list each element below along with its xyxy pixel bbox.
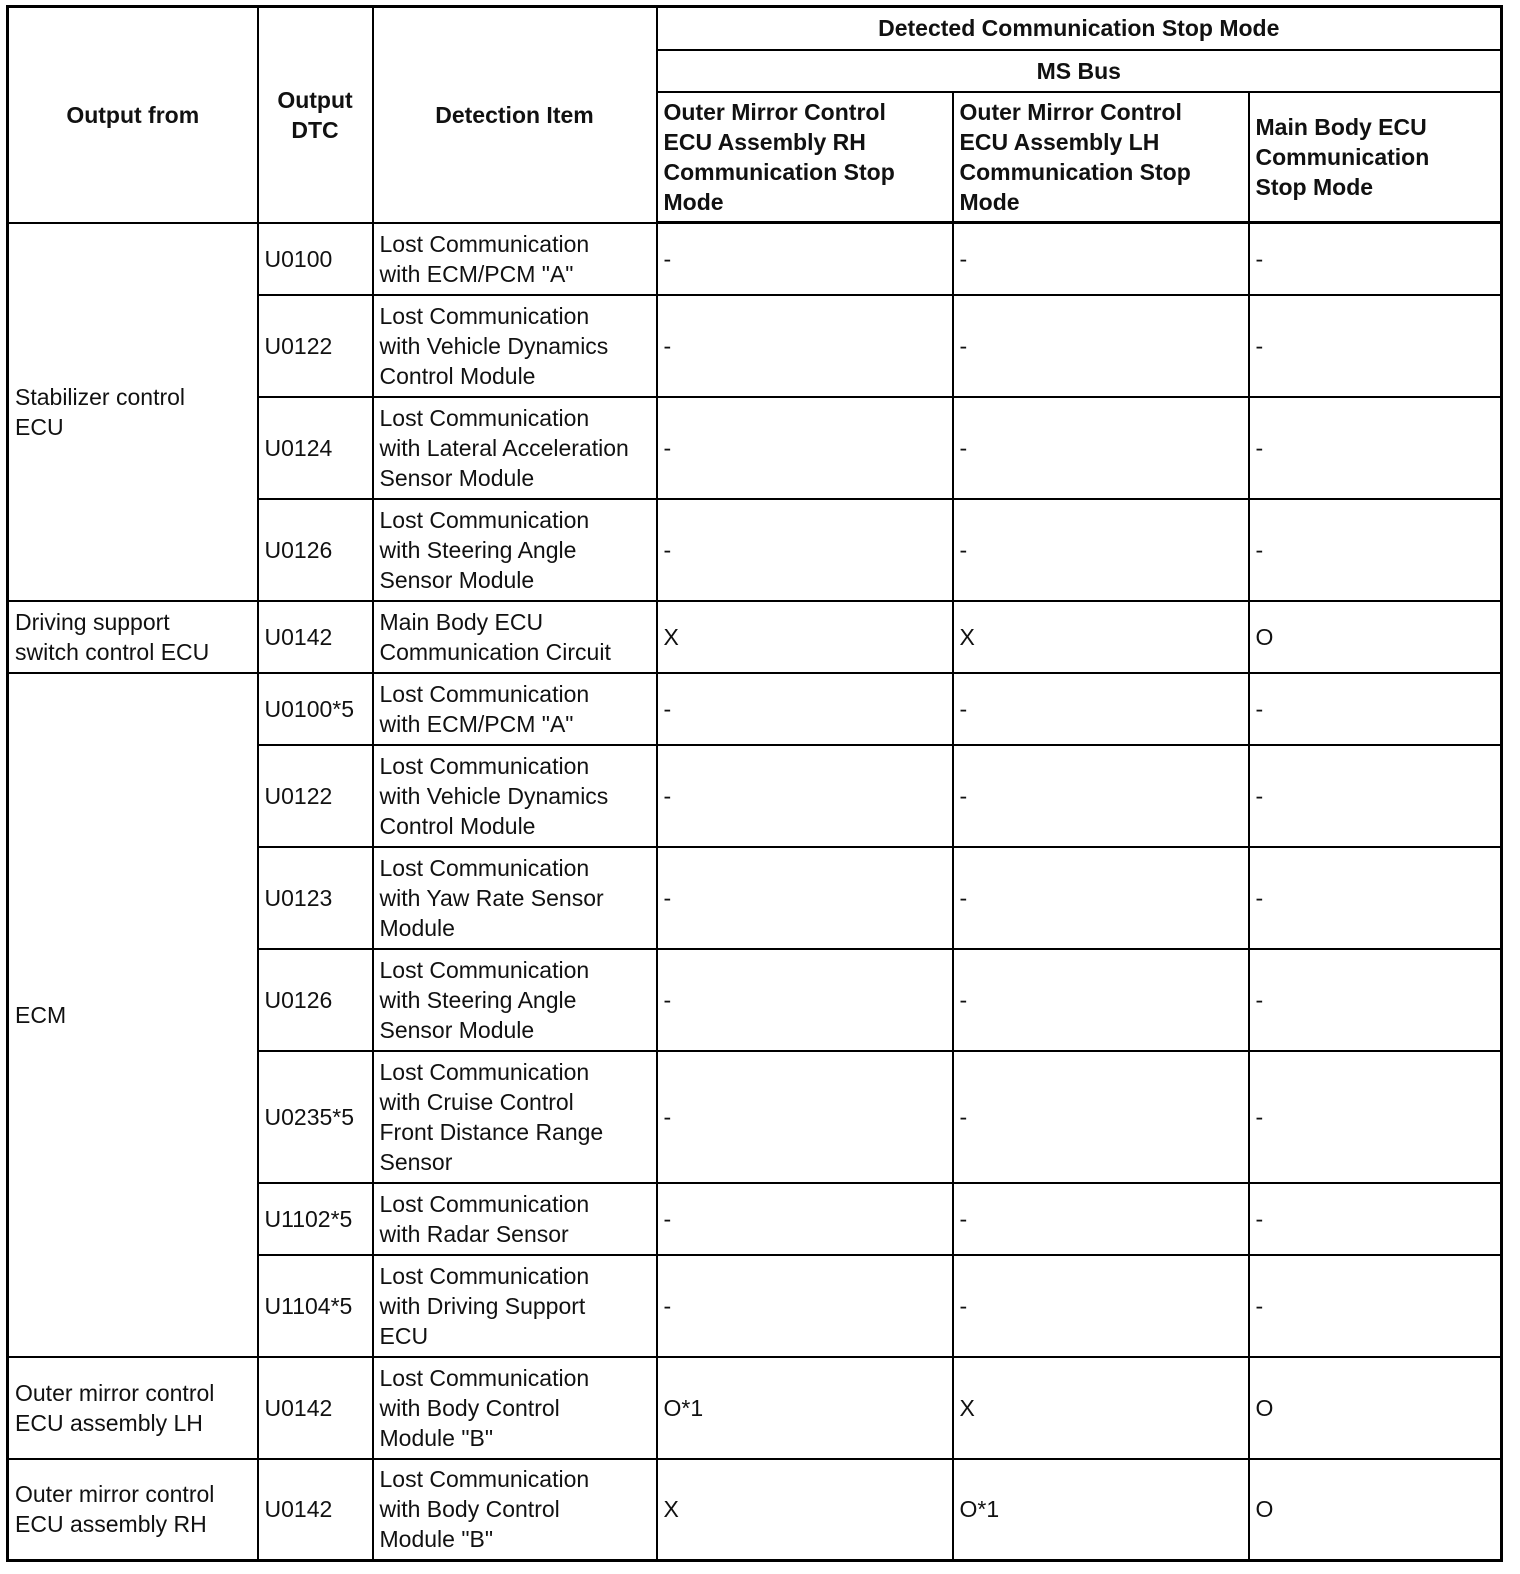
cell-detection-item xyxy=(373,397,657,499)
text-line: Mode xyxy=(959,188,1020,215)
cell-output-from xyxy=(8,601,258,673)
text-line: Outer mirror control xyxy=(15,1481,215,1508)
text-line: Control Module xyxy=(379,812,536,839)
text-line: with Driving Support xyxy=(379,1292,586,1319)
text-line: ECM xyxy=(15,1001,67,1028)
cell-dtc: U0100*5 xyxy=(258,673,373,745)
table-row xyxy=(8,223,1502,295)
text-line: Output xyxy=(277,86,353,113)
cell-mode-lh: - xyxy=(953,1183,1249,1255)
text-line: with Body Control xyxy=(379,1496,560,1523)
cell-mode-main-body: - xyxy=(1249,745,1502,847)
cell-mode-lh: - xyxy=(953,499,1249,601)
cell-output-from xyxy=(8,1357,258,1459)
text-line: Main Body ECU xyxy=(379,608,544,635)
text-line: Outer Mirror Control xyxy=(959,98,1182,125)
cell-dtc: U1104*5 xyxy=(258,1255,373,1357)
text-line: with Lateral Acceleration xyxy=(379,434,629,461)
cell-mode-main-body: - xyxy=(1249,1255,1502,1357)
text-line: with ECM/PCM "A" xyxy=(379,710,574,737)
cell-mode-lh: - xyxy=(953,1255,1249,1357)
text-line: Lost Communication xyxy=(379,752,590,779)
cell-mode-lh: - xyxy=(953,745,1249,847)
cell-mode-rh: X xyxy=(657,1459,953,1561)
header-main-body-ecu xyxy=(1249,92,1502,223)
cell-detection-item xyxy=(373,601,657,673)
cell-mode-rh: O*1 xyxy=(657,1357,953,1459)
text-line: switch control ECU xyxy=(15,638,210,665)
text-line: Lost Communication xyxy=(379,1190,590,1217)
cell-dtc: U0142 xyxy=(258,1357,373,1459)
text-line: Communication xyxy=(1255,143,1430,170)
text-line: Mode xyxy=(663,188,724,215)
cell-mode-main-body: O xyxy=(1249,1357,1502,1459)
text-line: Communication Stop xyxy=(663,158,895,185)
header-output-dtc xyxy=(258,7,373,223)
cell-dtc: U0235*5 xyxy=(258,1051,373,1183)
text-line: Lost Communication xyxy=(379,506,590,533)
text-line: with ECM/PCM "A" xyxy=(379,260,574,287)
text-line: with Vehicle Dynamics xyxy=(379,782,609,809)
header-outer-mirror-lh xyxy=(953,92,1249,223)
cell-mode-lh: X xyxy=(953,1357,1249,1459)
cell-dtc: U0124 xyxy=(258,397,373,499)
text-line: Module "B" xyxy=(379,1526,493,1553)
cell-mode-lh: - xyxy=(953,847,1249,949)
cell-mode-main-body: - xyxy=(1249,499,1502,601)
text-line: ECU xyxy=(379,1322,429,1349)
text-line: Lost Communication xyxy=(379,302,590,329)
text-line: with Body Control xyxy=(379,1394,560,1421)
cell-detection-item xyxy=(373,1051,657,1183)
text-line: with Cruise Control xyxy=(379,1088,574,1115)
text-line: Sensor Module xyxy=(379,464,535,491)
cell-mode-main-body: O xyxy=(1249,1459,1502,1561)
text-line: Lost Communication xyxy=(379,680,590,707)
cell-dtc: U0123 xyxy=(258,847,373,949)
table-row xyxy=(8,1357,1502,1459)
text-line: Front Distance Range xyxy=(379,1118,604,1145)
cell-mode-lh: - xyxy=(953,295,1249,397)
text-line: Control Module xyxy=(379,362,536,389)
cell-dtc: U0122 xyxy=(258,295,373,397)
text-line: Outer mirror control xyxy=(15,1379,215,1406)
cell-mode-lh: X xyxy=(953,601,1249,673)
header-detection-item: Detection Item xyxy=(373,7,657,223)
cell-dtc: U0100 xyxy=(258,223,373,295)
cell-mode-rh: - xyxy=(657,1183,953,1255)
text-line: Outer Mirror Control xyxy=(663,98,886,125)
header-output-from: Output from xyxy=(8,7,258,223)
cell-mode-lh: - xyxy=(953,673,1249,745)
text-line: Stop Mode xyxy=(1255,173,1374,200)
text-line: ECU Assembly RH xyxy=(663,128,866,155)
cell-dtc: U0122 xyxy=(258,745,373,847)
text-line: with Yaw Rate Sensor xyxy=(379,884,604,911)
text-line: Lost Communication xyxy=(379,1058,590,1085)
text-line: with Steering Angle xyxy=(379,536,577,563)
cell-mode-rh: - xyxy=(657,1255,953,1357)
cell-mode-rh: - xyxy=(657,295,953,397)
cell-mode-main-body: - xyxy=(1249,673,1502,745)
cell-mode-rh: - xyxy=(657,1051,953,1183)
text-line: Lost Communication xyxy=(379,404,590,431)
cell-detection-item xyxy=(373,1459,657,1561)
text-line: Lost Communication xyxy=(379,956,590,983)
cell-detection-item xyxy=(373,847,657,949)
cell-mode-main-body: O xyxy=(1249,601,1502,673)
cell-mode-lh: - xyxy=(953,949,1249,1051)
cell-output-from xyxy=(8,223,258,601)
text-line: Lost Communication xyxy=(379,854,590,881)
cell-mode-main-body: - xyxy=(1249,223,1502,295)
dtc-communication-table xyxy=(6,5,1503,1562)
cell-detection-item xyxy=(373,295,657,397)
cell-mode-rh: - xyxy=(657,847,953,949)
text-line: Sensor Module xyxy=(379,566,535,593)
cell-mode-lh: - xyxy=(953,397,1249,499)
cell-detection-item xyxy=(373,673,657,745)
cell-mode-main-body: - xyxy=(1249,397,1502,499)
cell-detection-item xyxy=(373,745,657,847)
text-line: Stabilizer control xyxy=(15,383,186,410)
cell-detection-item xyxy=(373,1255,657,1357)
text-line: ECU assembly LH xyxy=(15,1409,203,1436)
cell-dtc: U0126 xyxy=(258,499,373,601)
cell-mode-rh: - xyxy=(657,673,953,745)
cell-mode-main-body: - xyxy=(1249,949,1502,1051)
text-line: ECU xyxy=(15,413,64,440)
text-line: Lost Communication xyxy=(379,1466,590,1493)
table-row xyxy=(8,1459,1502,1561)
cell-detection-item xyxy=(373,1183,657,1255)
text-line: ECU Assembly LH xyxy=(959,128,1160,155)
cell-mode-main-body: - xyxy=(1249,847,1502,949)
cell-dtc: U0142 xyxy=(258,1459,373,1561)
text-line: with Radar Sensor xyxy=(379,1220,569,1247)
cell-mode-rh: X xyxy=(657,601,953,673)
cell-dtc: U0142 xyxy=(258,601,373,673)
cell-detection-item xyxy=(373,1357,657,1459)
text-line: with Vehicle Dynamics xyxy=(379,332,609,359)
cell-mode-rh: - xyxy=(657,949,953,1051)
cell-detection-item xyxy=(373,499,657,601)
header-outer-mirror-rh xyxy=(657,92,953,223)
cell-detection-item xyxy=(373,223,657,295)
text-line: Driving support xyxy=(15,608,170,635)
cell-mode-rh: - xyxy=(657,397,953,499)
text-line: Lost Communication xyxy=(379,230,590,257)
cell-mode-rh: - xyxy=(657,745,953,847)
text-line: Main Body ECU xyxy=(1255,113,1427,140)
cell-dtc: U0126 xyxy=(258,949,373,1051)
table-header xyxy=(8,7,1502,223)
cell-detection-item xyxy=(373,949,657,1051)
text-line: Lost Communication xyxy=(379,1262,590,1289)
table-body xyxy=(8,223,1502,1561)
table-row xyxy=(8,601,1502,673)
text-line: Lost Communication xyxy=(379,1364,590,1391)
cell-dtc: U1102*5 xyxy=(258,1183,373,1255)
table-row xyxy=(8,673,1502,745)
text-line: Communication Stop xyxy=(959,158,1191,185)
text-line: Sensor Module xyxy=(379,1016,535,1043)
cell-mode-main-body: - xyxy=(1249,1051,1502,1183)
cell-mode-main-body: - xyxy=(1249,1183,1502,1255)
text-line: Sensor xyxy=(379,1148,453,1175)
cell-output-from xyxy=(8,673,258,1357)
header-detected-stop-mode: Detected Communication Stop Mode xyxy=(657,7,1502,50)
cell-mode-lh: - xyxy=(953,223,1249,295)
text-line: ECU assembly RH xyxy=(15,1511,207,1538)
text-line: Communication Circuit xyxy=(379,638,611,665)
cell-mode-rh: - xyxy=(657,499,953,601)
cell-mode-main-body: - xyxy=(1249,295,1502,397)
text-line: DTC xyxy=(291,116,339,143)
cell-mode-rh: - xyxy=(657,223,953,295)
cell-mode-lh: - xyxy=(953,1051,1249,1183)
text-line: Module "B" xyxy=(379,1424,493,1451)
header-ms-bus: MS Bus xyxy=(657,50,1502,92)
cell-mode-lh: O*1 xyxy=(953,1459,1249,1561)
text-line: Module xyxy=(379,914,455,941)
cell-output-from xyxy=(8,1459,258,1561)
text-line: with Steering Angle xyxy=(379,986,577,1013)
